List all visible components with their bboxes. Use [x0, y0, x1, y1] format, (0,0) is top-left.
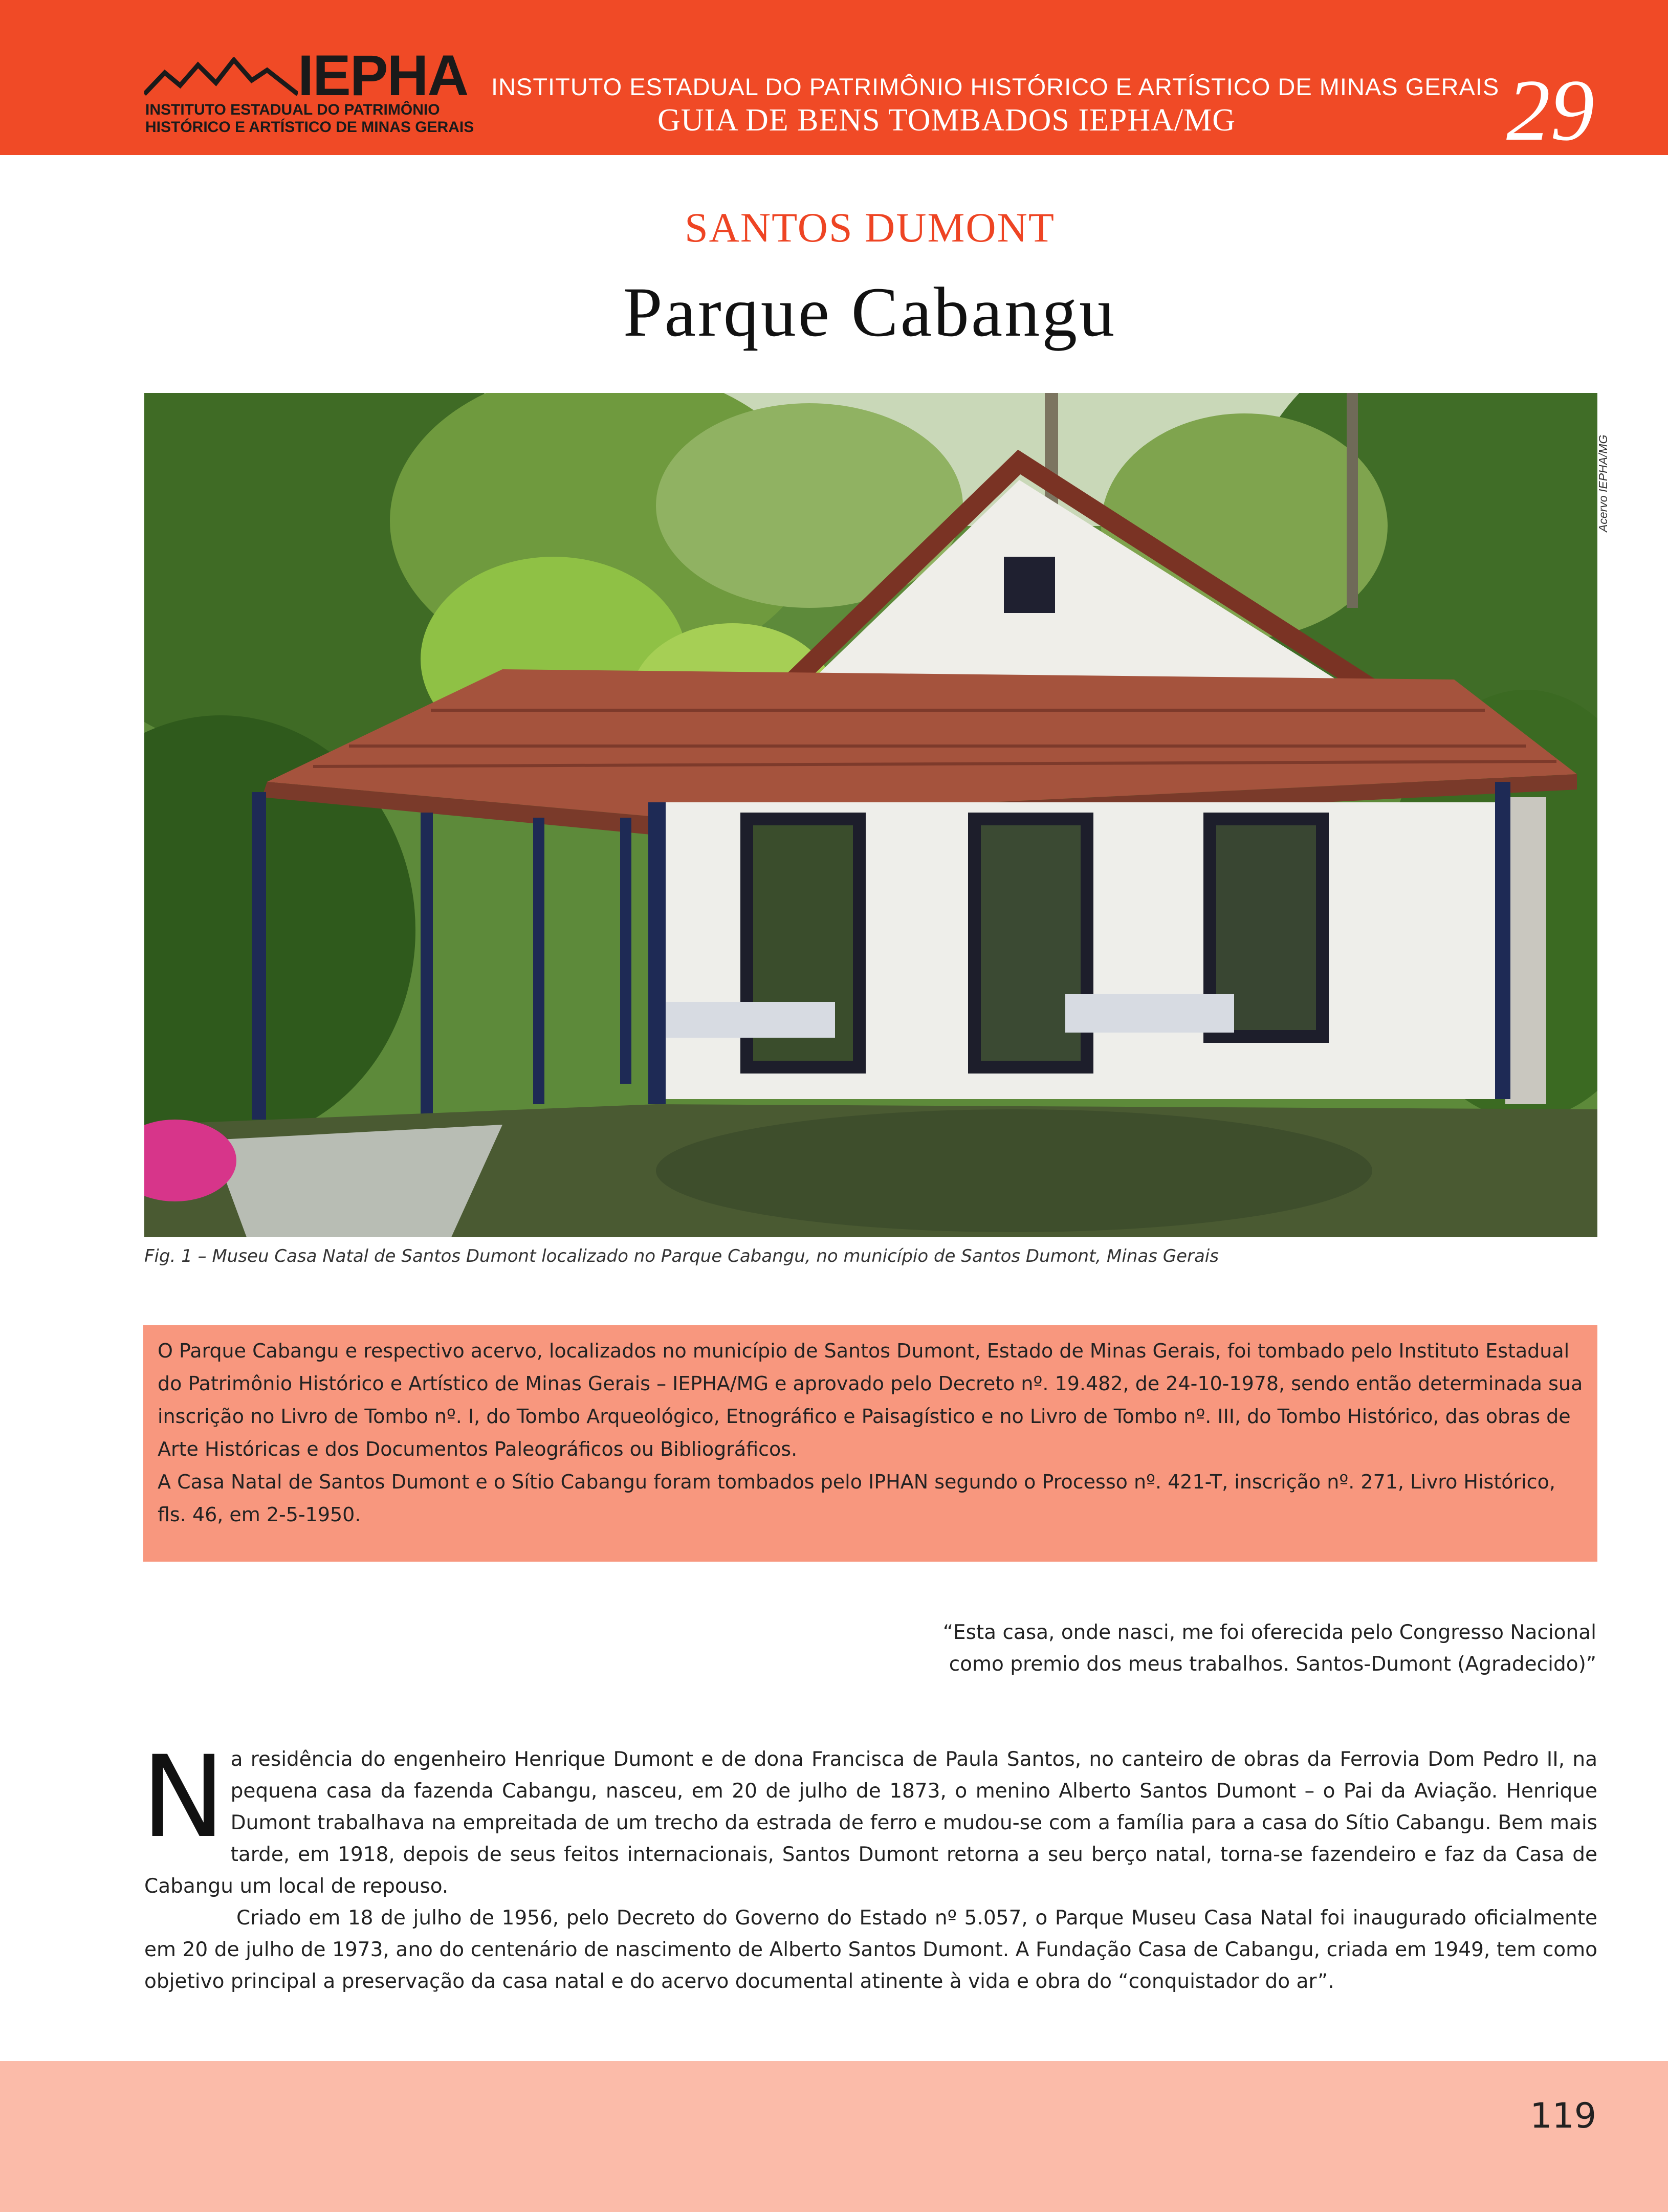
- city-heading: SANTOS DUMONT: [685, 204, 1055, 251]
- footer-band: [0, 2061, 1668, 2212]
- logo-word: IEPHA: [298, 43, 468, 107]
- photo-credit-text: Acervo IEPHA/MG: [1596, 434, 1610, 532]
- photo-credit: [1596, 399, 1617, 532]
- drop-cap: N: [141, 1732, 226, 1863]
- body-paragraph-1-text: a residência do engenheiro Henrique Dumont e de dona Francisca de Paula Santos, no canteiro de obras da Ferrovia Dom Pedro II, na pequena casa da fazenda Cabangu, nasceu, em 20 de julho de 1873, o menino Alberto Santos Dumont – o Pai da Aviação. Henrique Dumont trabalhava na empreitada de um trecho da estrada de ferro e mudou-se com a família para a casa do Sítio Cabangu. Bem mais tarde, em 1918, depois de seus feitos internacionais, Santos Dumont retorna a seu berço natal, torna-se fazendeiro e faz da Casa de Cabangu um local de repouso.: [144, 1748, 1597, 1898]
- mountain-logo-icon: [144, 57, 298, 98]
- quote-line-1: “Esta casa, onde nasci, me foi oferecida pelo Congresso Nacional: [942, 1621, 1596, 1644]
- institution-name: INSTITUTO ESTADUAL DO PATRIMÔNIO HISTÓRICO E ARTÍSTICO DE MINAS GERAIS: [491, 73, 1500, 100]
- header-band: [0, 0, 1668, 159]
- museum-house-illustration: [144, 393, 1597, 1237]
- logo-subtitle-line2: HISTÓRICO E ARTÍSTICO DE MINAS GERAIS: [145, 119, 474, 136]
- body-paragraph-1: [141, 1732, 1597, 1902]
- heritage-listing-box: [143, 1325, 1597, 1562]
- body-text: [141, 1732, 1597, 1998]
- house-photo: [144, 393, 1597, 1237]
- photo-caption: Fig. 1 – Museu Casa Natal de Santos Dumont localizado no Parque Cabangu, no município de Santos Dumont, Minas Gerais: [144, 1246, 1219, 1266]
- logo-subtitle-line1: INSTITUTO ESTADUAL DO PATRIMÔNIO: [145, 101, 440, 118]
- quote-line-2: como premio dos meus trabalhos. Santos-Dumont (Agradecido)”: [949, 1653, 1596, 1676]
- body-paragraph-2: Criado em 18 de julho de 1956, pelo Decreto do Governo do Estado nº 5.057, o Parque Museu Casa Natal foi inaugurado oficialmente em 20 de julho de 1973, ano do centenário de nascimento de Alberto Santos Dumont. A Fundação Casa de Cabangu, criada em 1949, tem como objetivo principal a preservação da casa natal e do acervo documental atinente à vida e obra do “conquistador do ar”.: [144, 1907, 1597, 1993]
- guide-title: GUIA DE BENS TOMBADOS IEPHA/MG: [657, 103, 1236, 138]
- heritage-listing-paragraph-2: A Casa Natal de Santos Dumont e o Sítio Cabangu foram tombados pelo IPHAN segundo o Processo nº. 421-T, inscrição nº. 271, Livro Histórico, fls. 46, em 2-5-1950.: [158, 1471, 1555, 1526]
- heritage-listing-paragraph-1: O Parque Cabangu e respectivo acervo, localizados no município de Santos Dumont, Estado de Minas Gerais, foi tombado pelo Instituto Estadual do Patrimônio Histórico e Artístico de Minas Gerais – IEPHA/MG e aprovado pelo Decreto nº. 19.482, de 24-10-1978, sendo então determinada sua inscrição no Livro de Tombo nº. I, do Tombo Arqueológico, Etnográfico e Paisagístico e no Livro de Tombo nº. III, do Tombo Histórico, das obras de Arte Históricas e dos Documentos Paleográficos ou Bibliográficos.: [158, 1340, 1583, 1460]
- iepha-logo: [144, 43, 474, 144]
- chapter-number: 29: [1506, 62, 1594, 159]
- epigraph-quote: [767, 1617, 1596, 1680]
- page-title: Parque Cabangu: [623, 273, 1117, 351]
- page-number: 119: [1530, 2096, 1596, 2136]
